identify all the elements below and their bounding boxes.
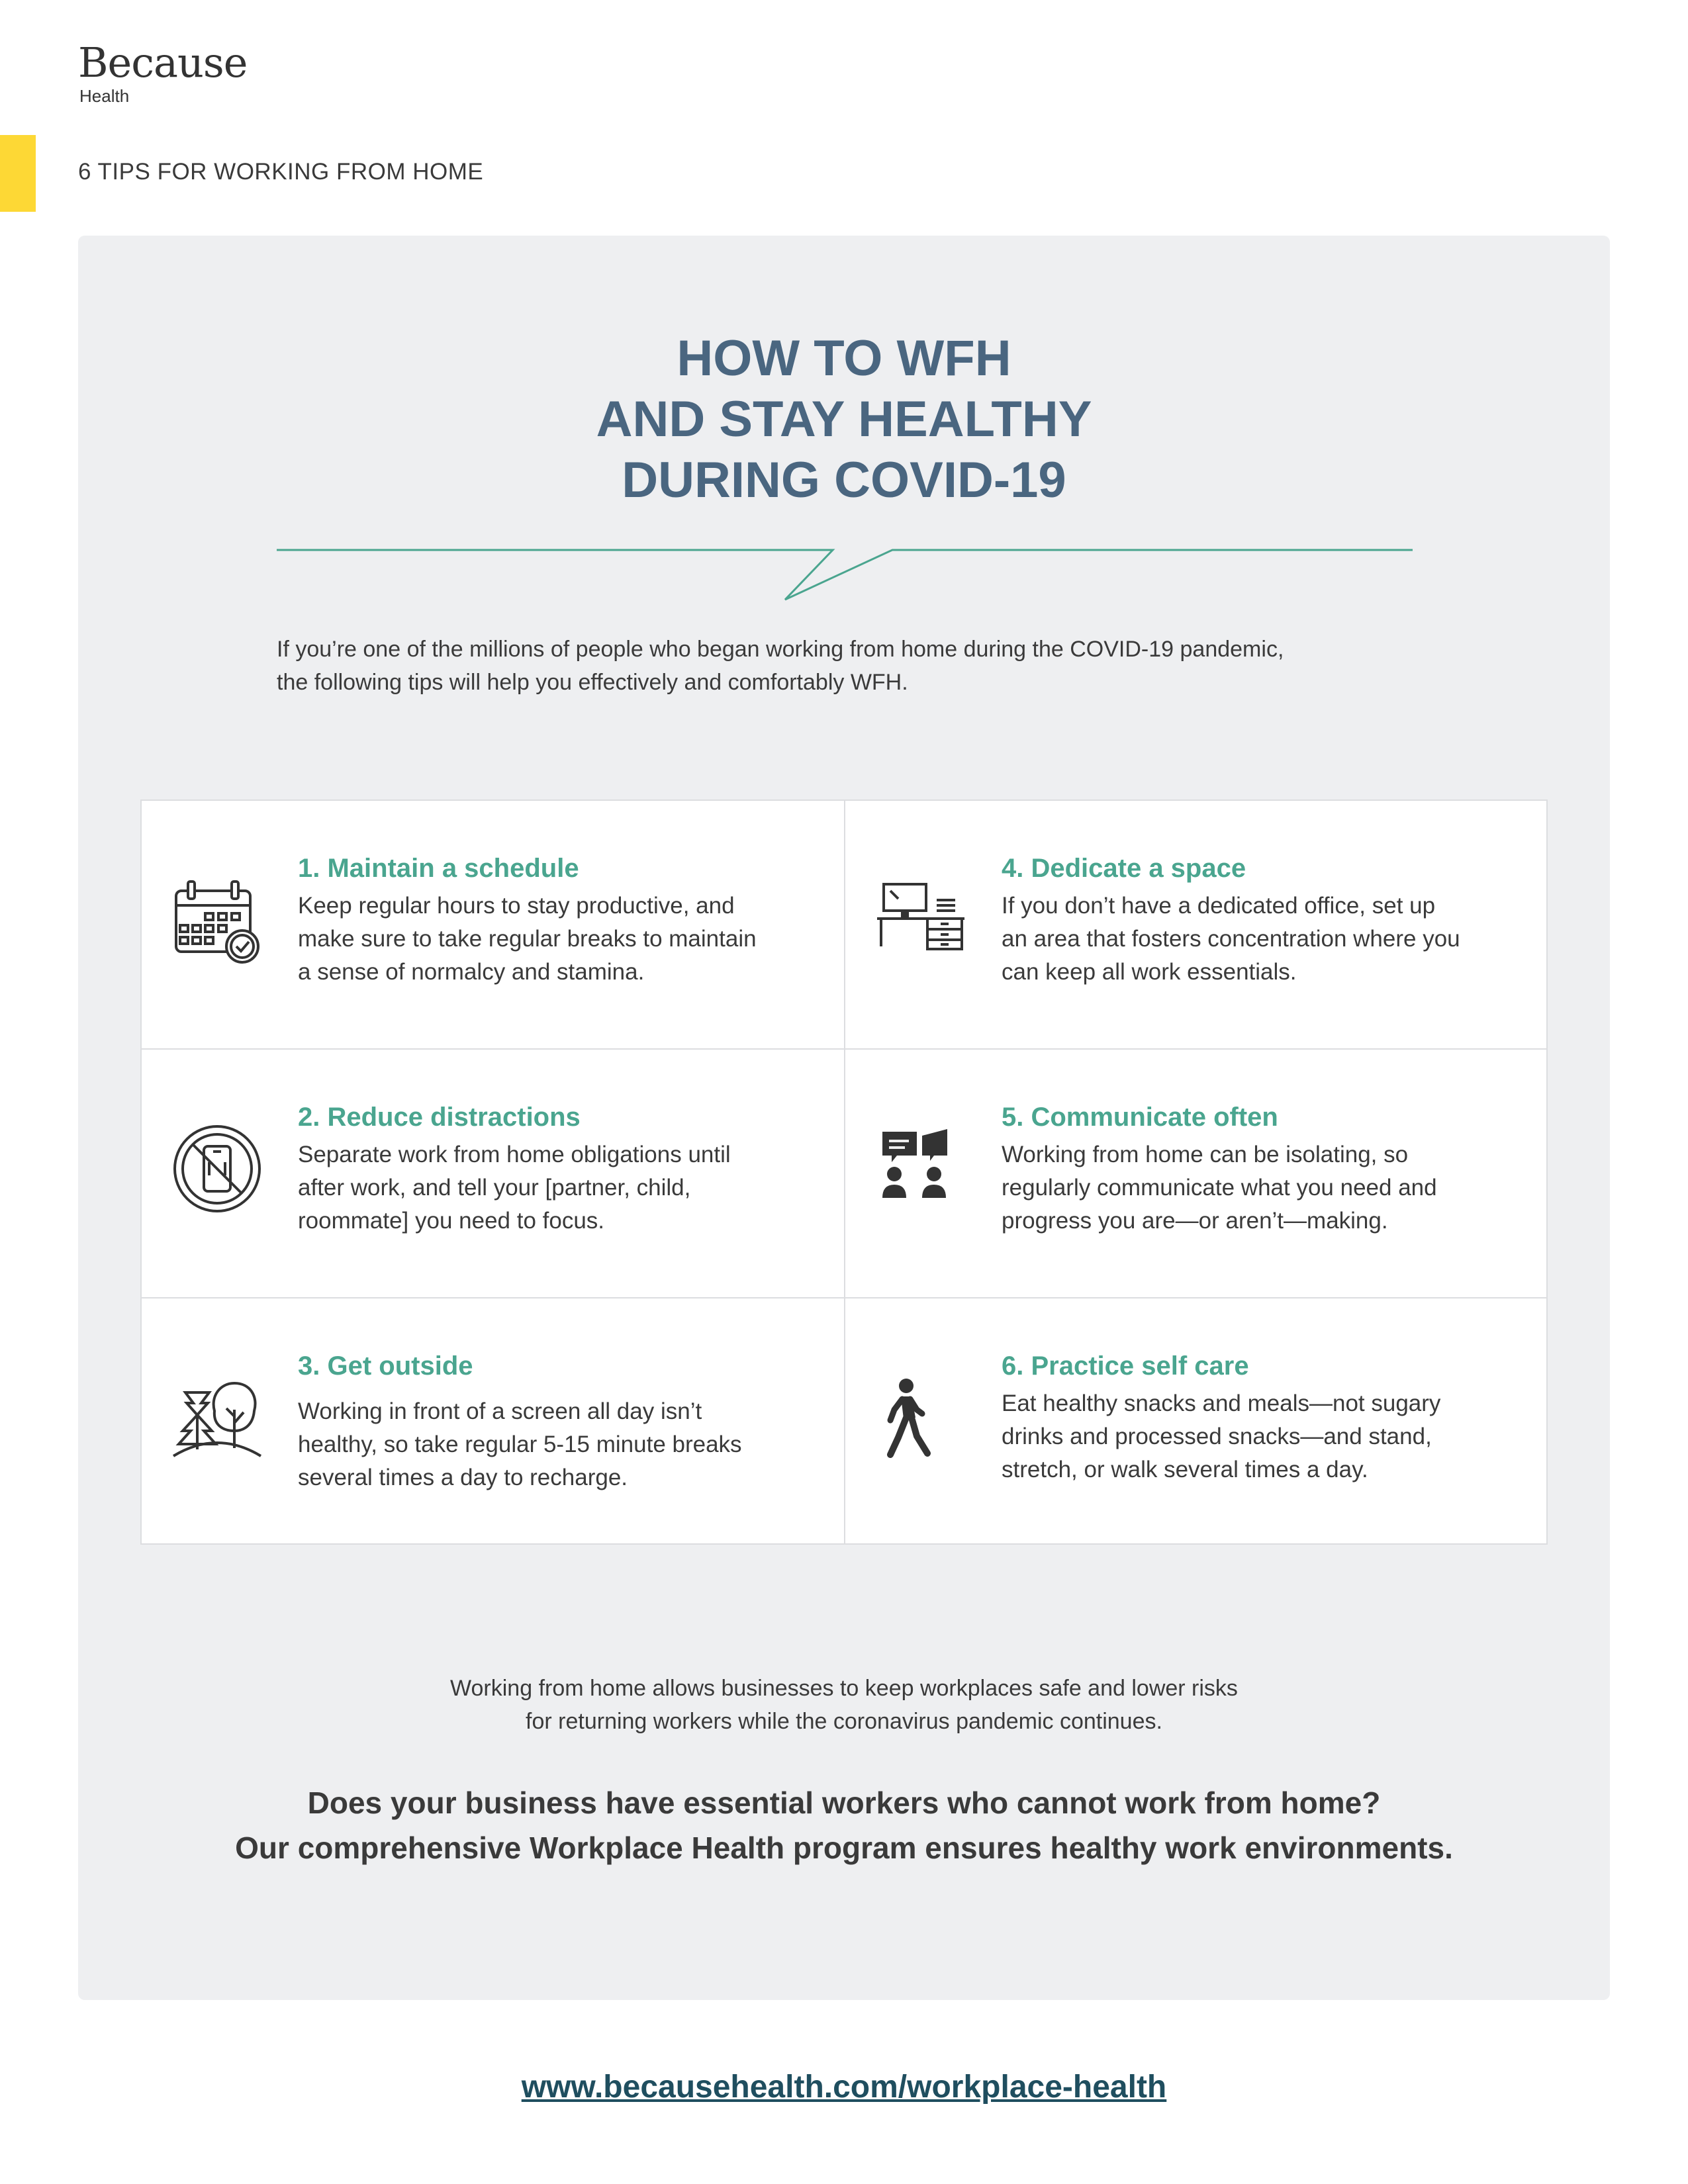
tip-title: 3. Get outside [298,1351,473,1381]
tip-desc-line: several times a day to recharge. [298,1465,628,1490]
closing-line: Working from home allows businesses to keep workplaces safe and lower risks [450,1676,1238,1701]
tip-description [1002,1138,1524,1238]
tip-desc-line: Eat healthy snacks and meals—not sugary [1002,1390,1441,1416]
tip-description [1002,1387,1524,1486]
tip-desc-line: roommate] you need to focus. [298,1208,605,1234]
tip-title: 5. Communicate often [1002,1103,1278,1132]
tip-card-distractions [142,1050,844,1297]
page-eyebrow: 6 TIPS FOR WORKING FROM HOME [78,159,484,185]
tip-desc-line: healthy, so take regular 5-15 minute breaks [298,1432,742,1457]
tip-description [298,1138,821,1238]
tip-title: 1. Maintain a schedule [298,854,579,883]
intro-line: If you’re one of the millions of people who began working from home during the COVID-19 pandemic, [277,637,1284,662]
brand-logo-sub: Health [79,86,130,106]
speech-bubble-divider [277,527,1415,606]
tip-desc-line: Separate work from home obligations until [298,1142,731,1167]
calendar-icon [171,875,263,968]
tip-desc-line: can keep all work essentials. [1002,959,1297,985]
tip-card-self-care [845,1298,1548,1546]
website-link[interactable]: www.becausehealth.com/workplace-health [521,2070,1167,2105]
trees-icon [171,1370,263,1463]
tip-card-space [845,801,1548,1048]
title-line-1: HOW TO WFH [677,330,1011,387]
tip-title: 4. Dedicate a space [1002,854,1246,883]
tip-desc-line: Working from home can be isolating, so [1002,1142,1409,1167]
page-title [78,328,1610,511]
tip-desc-line: Working in front of a screen all day isn’t [298,1398,702,1424]
tips-grid [140,799,1548,1545]
tip-desc-line: progress you are—or aren’t—making. [1002,1208,1388,1234]
title-line-2: AND STAY HEALTHY [596,391,1092,447]
cta-text [78,1780,1610,1870]
tip-card-communicate [845,1050,1548,1297]
tip-card-outside [142,1298,844,1546]
cta-line: Our comprehensive Workplace Health program ensures healthy work environments. [235,1831,1453,1865]
desk-icon [874,875,967,968]
walking-person-icon [874,1377,967,1469]
tip-desc-line: after work, and tell your [partner, child, [298,1175,691,1201]
tip-desc-line: stretch, or walk several times a day. [1002,1457,1368,1482]
tip-title: 2. Reduce distractions [298,1103,581,1132]
title-line-3: DURING COVID-19 [622,452,1066,508]
tip-desc-line: regularly communicate what you need and [1002,1175,1437,1201]
tip-description [298,889,821,989]
intro-line: the following tips will help you effectively and comfortably WFH. [277,670,908,695]
tip-title: 6. Practice self care [1002,1351,1249,1381]
no-phone-icon [171,1122,263,1215]
tip-desc-line: a sense of normalcy and stamina. [298,959,645,985]
tip-desc-line: Keep regular hours to stay productive, and [298,893,735,919]
cta-line: Does your business have essential workers who cannot work from home? [307,1786,1381,1820]
intro-text [277,633,1442,699]
content-panel [78,236,1610,2000]
tip-desc-line: drinks and processed snacks—and stand, [1002,1424,1432,1449]
tip-desc-line: If you don’t have a dedicated office, set up [1002,893,1436,919]
chat-people-icon [874,1125,967,1218]
tip-description [1002,889,1524,989]
tip-desc-line: an area that fosters concentration where you [1002,926,1460,952]
tip-desc-line: make sure to take regular breaks to maintain [298,926,757,952]
closing-text [78,1672,1610,1738]
brand-logo: Because [78,38,248,87]
tip-card-schedule [142,801,844,1048]
accent-bar [0,135,36,212]
closing-line: for returning workers while the coronavirus pandemic continues. [526,1709,1162,1734]
tip-description [298,1395,821,1494]
